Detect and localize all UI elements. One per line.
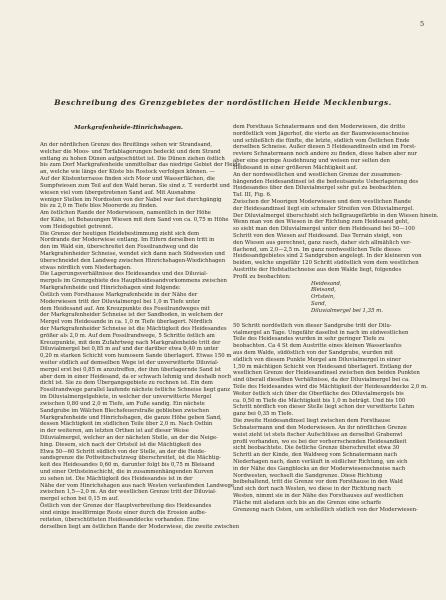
- text-line: in der weiteren, am letzten Orthen ist auf dieser Weise: [40, 428, 189, 435]
- text-line: Schnatermann und den Moderwiesen. An ihr nördlichen Grenze: [233, 424, 407, 431]
- text-line: Heidesandgebietes sind 2 Sandgruben angelegt. In der kleineren von: [233, 253, 422, 260]
- profile-mergel: Diluvialmergel bei 1,35 m.: [311, 307, 383, 314]
- text-line: aber eine geringe Ausdehnung und weisen nur selten den: [233, 158, 390, 165]
- text-line: Zwischen der Moorigen Moderwiesen und dem westlichen Rande: [233, 198, 412, 205]
- soil-profile: [233, 281, 410, 323]
- page-title: Beschreibung des Grenzgebietes der nordöstlichen Heide Mecklenburgs.: [54, 98, 392, 107]
- text-line: sind überall dieselben Verhältnisse, da der Diluvialmergel bei ca.: [233, 377, 410, 384]
- text-line: 50 Schritt nordöstlich von dieser Sandgrube tritt der Dilu-: [233, 322, 392, 329]
- text-line: westlichen Grenze der Heidesandinsel zwischen den beiden Punkten: [233, 370, 420, 377]
- text-line: Niederhagen nach, dann verläuft in südlicher Richtung, um sich: [233, 458, 408, 465]
- text-line: bis zu 2,0 m Tiefe blos Moorerde zu finden.: [40, 203, 158, 210]
- text-line: Nordrande der Moderwiese entlang. Im Eifern derselben tritt in: [40, 237, 215, 244]
- section-heading: Markgrafenheide-Hinrichshagen.: [74, 125, 183, 131]
- text-line: Die zweite Heidesandinsel liegt zwischen dem Forsthause: [233, 418, 391, 425]
- text-line: Weiter östlich sich über die Oberfläche des Diluvialmergels bis: [233, 390, 404, 397]
- text-line: beibehaltend, tritt die Grenze vor dem Forsthause in den Wald: [233, 479, 403, 486]
- text-line: Markgrafenheide und Hinrichshagen sind folgende:: [40, 285, 181, 292]
- profile-sand: Sand,: [311, 301, 327, 308]
- text-line: wiesen viel vom übergetretenen Sand auf. Mit Ausnahme: [40, 189, 196, 196]
- text-line: nordöstlich vom Jägerhof, die vierte an der Baumwiesenschneise: [233, 130, 410, 137]
- text-line: An der nordwestlichen und westlichen Grenze der zusammen-: [233, 171, 402, 178]
- text-line: 1,50 m mächtigen Schicht von Heidesand überlagert. Entlang der: [233, 363, 412, 370]
- text-line: Markgrafenheide und Hinrichshagen, die ganze Höhe geben Sand,: [40, 414, 222, 421]
- left-column-text: [40, 142, 241, 530]
- text-line: Fläche mit alsdann sich bis an die Grenze eine scharfe: [233, 499, 382, 506]
- text-line: sind einige inselförmige Reste einer durch die Erosion aufbe-: [40, 509, 207, 516]
- text-line: Mergel vom Heidesande in ca. 1,0 m Tiefe überlagert. Nördlich: [40, 319, 213, 326]
- text-line: beobachten. Ca 4 St dem Austritte eines kleinen Wasserlaufes: [233, 343, 402, 350]
- text-line: weist zieht ist stets fischer Aufschlüsse an derselbst Grabenwl: [233, 431, 403, 438]
- text-line: und schließlich die fünfte, die letzte, südlich vom Östlichen Ende: [233, 137, 410, 144]
- text-line: Östlich von der Grenze der Hauptverbreitung des Heidesandes: [40, 503, 212, 510]
- text-line: reiteten, überschütteten Heidesanddecke vorhanden. Eine: [40, 516, 200, 523]
- text-line: Austritte der Hofstattschneise aus dem Walde liegt, folgendes: [233, 267, 402, 274]
- text-line: Schritt von den Wiesen auf Heidesand. Das Terrain steigt, von: [233, 233, 403, 239]
- text-line: Grenzeng nach Osten, um schließlich südlich von der Moderwiesen-: [233, 506, 418, 513]
- text-line: Wenn man von den Wiesen in der Richtung zum Heidesand geht,: [233, 219, 410, 226]
- text-line: in der Nähe des Gangblocks an der Moderwiesenschneise nach: [233, 465, 406, 472]
- text-line: dessen Mächtigkeit im südlichen Teile über 2,0 m. Nach Osthin: [40, 421, 213, 428]
- text-line: dicht ist. Sie zu dem Übergangsgebiete zu rechnen ist. Ein dem: [40, 380, 213, 387]
- text-line: aus dem Walde, südöstlich von der Sandgrube, wurden mit: [233, 349, 394, 356]
- text-line: Profil zu beobachten:: [233, 273, 291, 280]
- left-column: [40, 124, 241, 530]
- text-line: und einer Orthsteinschicht, die in zusammenhängenden Kurven: [40, 469, 214, 475]
- text-line: reviere Schnatermann noch andere zu finden, diese haben aber nur: [233, 151, 417, 158]
- text-line: Westen, nimmt sie in der Nähe des Forsthauses auf westlichen: [233, 493, 404, 499]
- text-line: Heidesand in einer größeren Mächtigkeit auf.: [233, 164, 358, 171]
- text-line: 0,20 m starken Schicht vom humosem Sande überlagert. Etwas 150 m: [40, 353, 232, 360]
- text-line: Diluvialmergel, welcher an der nächsten Stelle, an der die Neige-: [40, 434, 218, 441]
- text-line: Taf. III, Fig. 6.: [233, 192, 272, 199]
- text-line: ganz bei 0,35 m Tiefe.: [233, 411, 294, 418]
- text-line: Kreuzpunkte, mit dem Zufahrtweg nach Markgrafenheide tritt der: [40, 339, 221, 346]
- text-line: Moderwiesen tritt der Diluvialmergel bei 1,0 m Tiefe unter: [40, 298, 201, 305]
- profile-ortstein: Ortstein,: [311, 294, 335, 301]
- text-line: Am östlichen Rande der Moderwiesen, namentlich in der Höhe: [40, 210, 211, 217]
- text-line: der Heidesandinsel liegt ein schmaler Streifen von Diluvialmergel.: [233, 205, 415, 212]
- right-column-text: [233, 124, 439, 281]
- text-line: überschneidet den Landweg zwischen Hinrichshagen-Wiedichhagen: [40, 257, 226, 264]
- text-line: beiden, welche ungefähr 120 Schritt südöstlich vom dem westlichen: [233, 260, 419, 267]
- text-line: Nähe der vom Hinrichshagen aus nach Westen verlaufenden Landwege: [40, 482, 235, 489]
- profile-heidesand: Heidesand,: [311, 280, 342, 287]
- text-line: dem Heidesand auf. Am Kreuzpunkte des Fossilrandweges mit: [40, 305, 210, 312]
- profile-bleisand: Bleisand,: [311, 287, 336, 294]
- page-number: 5: [420, 20, 425, 28]
- text-line: weiter südlich auf demselben Wege ist der unverwitterte Diluvial-: [40, 360, 219, 366]
- text-line: derselben Schneise. Außer diesen 5 Heidesandinseln sind im Forst-: [233, 144, 417, 151]
- text-line: Teile des Heidesandes wurden in sehr geringer Tiefe zu: [233, 336, 385, 343]
- text-line: etwas nördlich vom Niederhagen.: [40, 264, 132, 271]
- text-line: hing. Diesem, sich nach der Ortsteil ist die Mächtigkeit des: [40, 441, 202, 448]
- text-line: größer als 2,0 m. Auf dem Fossilrandwege, 5 Schritte östlich am: [40, 332, 215, 339]
- text-line: der Kähe, ist Bebauungen Wiesen mit dem Sand von ca. 0,75 m Höhe: [40, 216, 229, 223]
- text-line: zwischen 1,5—2,0 m. An der westlichen Grenze tritt der Diluvial-: [40, 489, 217, 496]
- text-line: den im Wald ein, überschreitet den Fossilrandweg und die: [40, 244, 199, 251]
- text-line: aber dem in einer Heidesand, da er schwach lehmig und deshalb noch: [40, 373, 232, 380]
- text-line: Die Grenze der heutigen Heidebestimmung zieht sich dem: [40, 230, 200, 237]
- text-line: und sich dort nach Westen, wo diese in der Richtung nach: [233, 486, 391, 493]
- text-line: vialmergel an Tage. Ungefähr daselbst in nach im südwestlichen: [233, 329, 409, 336]
- text-line: Schritt nördlich von dieser Stelle liegt schon der verwitterte Lehm: [233, 404, 415, 411]
- text-line: Die Lagerungsverhältnisse des Heidesandes und des Diluvial-: [40, 271, 208, 278]
- text-line: Diluvialmergel bei 0,85 m auf und der darüber etwa 0,40 m unter: [40, 346, 219, 353]
- text-line: der Markgrafenheider Schneise ist der Sandboden, in welchem der: [40, 312, 223, 319]
- text-line: flachend, um 2,0—2,5 m. Im ganz nordwestlichen Teile dieses: [233, 246, 401, 253]
- text-line: Nordwesten, wechselt die Sandgrenze. Diese Richtung: [233, 472, 383, 479]
- text-line: profil vorhanden, wo es bei der vorherrschenden Heidesandkeit: [233, 438, 407, 445]
- text-line: Markgrafenheider Schneise, wendet sich dann nach Südwesten und: [40, 251, 225, 257]
- text-line: im Diluvialmergelgebiete, in welcher der unverwitterte Mergel: [40, 394, 212, 401]
- text-line: mergels im Grenzgebiete des Hauptheidesandvorkommens zwischen: [40, 278, 227, 285]
- right-column: [233, 124, 439, 513]
- text-line: südlich von diesem Punkte Mergel am Diluvialmergel in einer: [233, 356, 401, 363]
- text-line: sandsgrenze die Pottwitzschutzweg überschreitet, ist die Mächtig-: [40, 455, 221, 462]
- text-line: Teile des Heidesandes wird die Mächtigkeit der Heidesanddecke 2,0 m.: [233, 384, 428, 390]
- text-line: entlang zu hohen Dünen aufgeschüttet ist. Die Dünen ziehen östlich: [40, 155, 225, 162]
- text-line: Heidesandes über den Diluvialmergel sehr gut zu beobachten.: [233, 185, 403, 192]
- text-line: derselben liegt am östlichen Rande der Moderwiese, die zweite zwischen: [40, 523, 240, 530]
- text-line: Schritt an der Kinde, den Waldweg vom Schnatermann nach: [233, 452, 398, 459]
- text-line: so sieht man den Diluvialmergel unter dem Heidesand bei 50—100: [233, 226, 415, 233]
- right-column-text-continued: [233, 322, 428, 514]
- text-line: sicht beobachtete. Die östliche Grenze überschreitet etwa 30: [233, 445, 400, 452]
- text-line: Auf der Küstenterrasse finden sich Moor und Wasserflächen, die: [40, 176, 215, 183]
- text-line: keit des Heidesandes 0,60 m, darunter folgt bis 0,75 m Bleisand: [40, 462, 215, 469]
- text-line: Fossilrandwege parallel laufende nächste östliche Schneise liegt ganz: [40, 387, 231, 394]
- text-line: der Markgrafenheider Schneise ist die Mächtigkeit des Heidesandes: [40, 325, 227, 332]
- text-line: ca. 0,50 m Tiefe die Mächtigkeit bis 1,0 m beträgt. Und bis 100: [233, 397, 406, 404]
- text-line: an, welche wie längs der Küste bis Rostock verfolgen können. —: [40, 169, 215, 176]
- text-line: An der nördlichen Grenze des Breitlings sehen wir Strandsand,: [40, 142, 213, 148]
- text-line: Östlich vom Forsthause Markgrafenheide in der Nähe der: [40, 291, 198, 298]
- text-line: Etwa 50—60 Schritt südlich von der Stelle, an der die Heide-: [40, 448, 206, 455]
- text-line: den Wiesen aus gerechnet, ganz rasch, daher sich allmählich ver-: [233, 239, 412, 246]
- text-line: mergel erst bei 0,85 m anzutreffen, der ihm überlagernde Sand ist: [40, 366, 222, 373]
- text-line: bis zum Dorf Markgrafenheide unmittelbar das niedrige Gebiet der Heide: [40, 162, 241, 169]
- text-line: mergel schon bei 0,15 m auf.: [40, 496, 119, 503]
- text-line: zwischen 0,80 und 2,0 m Tiefe, am Fuße sandig. Ein nächste: [40, 400, 205, 407]
- text-line: Sumpfwiesen zum Teil auf den Wald heran. Sie sind z. T. verderbt und: [40, 182, 230, 189]
- text-line: vom Heidegebiet getrennt.: [40, 223, 114, 230]
- text-line: weniger Stellen im Nordosten von der Nabel war fast durchgängig: [40, 196, 222, 203]
- text-line: welcher die Moos- und Torfablagerungen bedeckt und dem Strand: [40, 148, 221, 155]
- text-line: hängenden Heidesandinsel ist die bedeutsamste Ueberlagerung des: [233, 178, 419, 185]
- text-line: dem Forsthaus Schnatermann und den Moderwiesen, die dritte: [233, 124, 406, 130]
- text-line: Sandgrube im Wälchen Blechsfeuerstraße geblieben zwischen: [40, 407, 210, 414]
- text-line: Der Diluvialmergel überschiebt sich hellgraugefärbte in den Wiesen hinein.: [233, 212, 439, 219]
- text-line: zu sehen ist. Die Mächtigkeit des Heidesandes ist in der: [40, 475, 193, 482]
